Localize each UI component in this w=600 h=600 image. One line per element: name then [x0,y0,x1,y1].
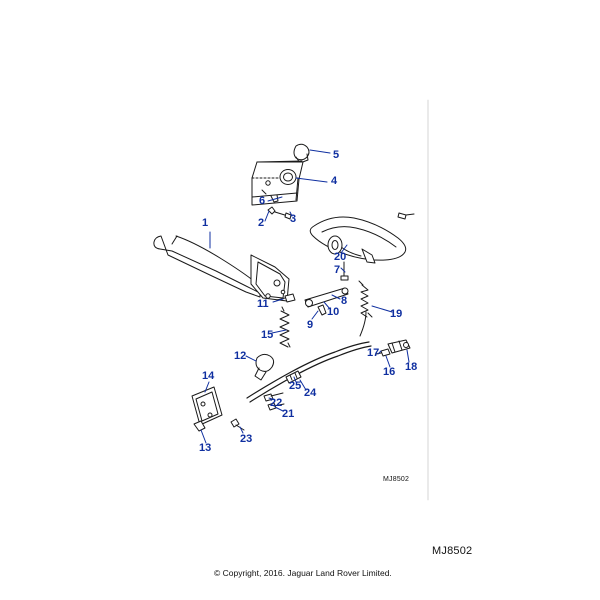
callout-20: 20 [334,251,347,263]
part-20-casting [310,213,414,263]
callout-11: 11 [257,298,269,310]
callout-18: 18 [405,361,418,373]
callout-15: 15 [261,329,274,341]
callout-23: 23 [240,433,253,445]
part-code-small: MJ8502 [383,476,410,483]
callout-leaders [201,150,409,443]
callout-16: 16 [383,366,396,378]
callout-14: 14 [202,370,215,382]
part-18-cable-bracket [376,340,410,356]
part-2-pin [268,207,291,219]
callout-7: 7 [334,264,341,276]
part-code-large: MJ8502 [432,545,473,557]
callout-4: 4 [331,175,338,187]
callout-19: 19 [390,308,403,320]
callout-8: 8 [341,295,348,307]
callout-6: 6 [259,195,266,207]
part-12-ferrule [255,354,274,380]
callout-3: 3 [290,213,297,225]
callout-13: 13 [199,442,212,454]
callout-2: 2 [258,217,265,229]
callout-9: 9 [307,319,314,331]
part-13-mount-plate [192,387,222,431]
callout-21: 21 [282,408,295,420]
callout-17: 17 [367,347,380,359]
copyright-notice: © Copyright, 2016. Jaguar Land Rover Limited. [214,568,392,578]
part-5-knob [294,144,309,163]
part-23-screw [231,419,244,430]
callout-10: 10 [327,306,340,318]
callout-5: 5 [333,149,340,161]
part-15-spring [280,307,290,347]
callout-22: 22 [270,397,283,409]
callout-25: 25 [289,380,302,392]
callout-1: 1 [202,217,209,229]
part-1-lever [154,236,289,301]
callout-12: 12 [234,350,247,362]
part-19-spring [359,281,372,317]
callout-24: 24 [304,387,317,399]
